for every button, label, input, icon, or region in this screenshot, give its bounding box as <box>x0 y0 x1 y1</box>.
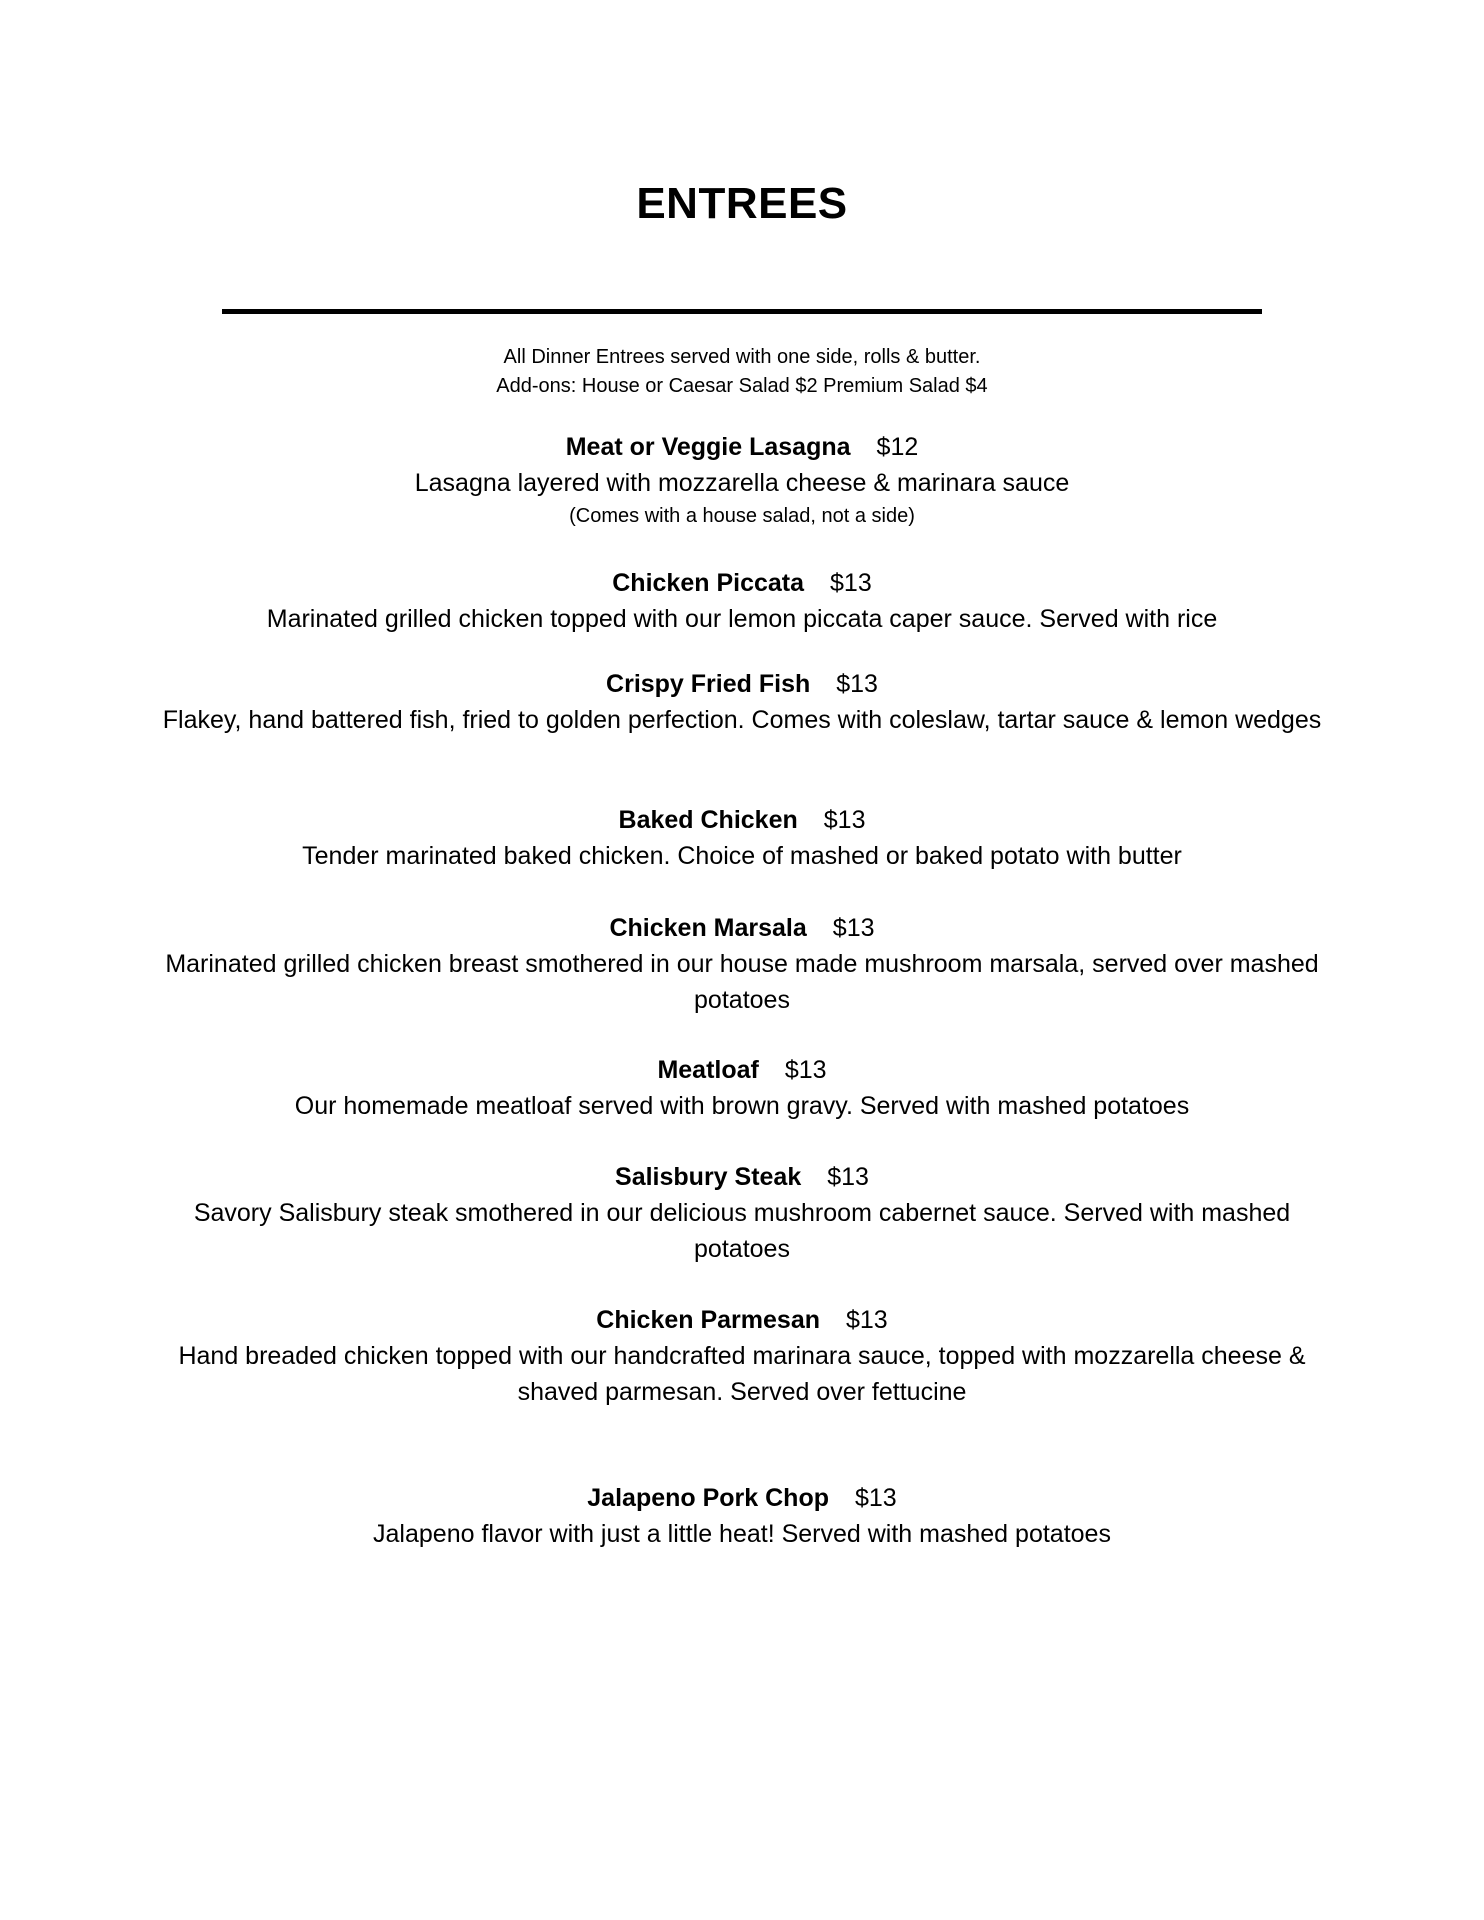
menu-item-description: Lasagna layered with mozzarella cheese & marinara sauce <box>414 469 1070 497</box>
menu-item-description: Hand breaded chicken topped with our handcrafted marinara sauce, topped with mozzarella cheese & shaved parmesan. Served over fettucine <box>178 1342 1306 1406</box>
menu-item-price: $12 <box>876 433 919 461</box>
menu-item-header <box>150 1480 1334 1516</box>
menu-item-name: Meatloaf <box>657 1056 759 1084</box>
menu-item-chicken-marsala <box>150 910 1334 1018</box>
menu-item-jalapeno-pork-chop <box>150 1480 1334 1552</box>
menu-item-price: $13 <box>827 1163 869 1191</box>
menu-item-header <box>150 565 1334 601</box>
menu-item-header <box>150 429 1334 465</box>
menu-item-price: $13 <box>823 806 866 834</box>
menu-item-header <box>150 666 1334 702</box>
menu-item-name: Chicken Marsala <box>609 914 807 942</box>
menu-item-header <box>150 910 1334 946</box>
menu-item-description: Jalapeno flavor with just a little heat! Served with mashed potatoes <box>373 1520 1111 1548</box>
menu-item-header <box>150 1052 1334 1088</box>
menu-item-crispy-fried-fish <box>150 666 1334 738</box>
menu-item-note: (Comes with a house salad, not a side) <box>569 505 915 527</box>
menu-item-price: $13 <box>832 914 875 942</box>
menu-item-name: Baked Chicken <box>618 806 798 834</box>
menu-item-chicken-piccata <box>150 565 1334 637</box>
addons-note: Add-ons: House or Caesar Salad $2 Premium Salad $4 <box>496 375 988 397</box>
menu-item-header <box>150 802 1334 838</box>
menu-item-name: Meat or Veggie Lasagna <box>565 433 851 461</box>
menu-item-description: Savory Salisbury steak smothered in our delicious mushroom cabernet sauce. Served with mashed potatoes <box>193 1199 1291 1263</box>
menu-item-salisbury-steak <box>150 1159 1334 1267</box>
page-title: ENTREES <box>636 179 848 228</box>
menu-item-description: Our homemade meatloaf served with brown gravy. Served with mashed potatoes <box>294 1092 1190 1120</box>
menu-item-description: Flakey, hand battered fish, fried to golden perfection. Comes with coleslaw, tartar sauce & lemon wedges <box>162 706 1322 734</box>
menu-item-price: $13 <box>846 1306 888 1334</box>
title-divider <box>222 309 1262 314</box>
menu-item-chicken-parmesan <box>150 1302 1334 1410</box>
menu-item-name: Chicken Piccata <box>612 569 805 597</box>
menu-item-header <box>150 1159 1334 1195</box>
menu-item-name: Crispy Fried Fish <box>606 670 811 698</box>
menu-item-description: Tender marinated baked chicken. Choice of mashed or baked potato with butter <box>302 842 1182 870</box>
menu-item-description: Marinated grilled chicken topped with our lemon piccata caper sauce. Served with rice <box>266 605 1218 633</box>
menu-item-price: $13 <box>784 1056 827 1084</box>
menu-item-description: Marinated grilled chicken breast smothered in our house made mushroom marsala, served over mashed potatoes <box>165 950 1319 1014</box>
menu-item-header <box>150 1302 1334 1338</box>
menu-item-price: $13 <box>836 670 878 698</box>
menu-item-price: $13 <box>830 569 872 597</box>
menu-item-baked-chicken <box>150 802 1334 874</box>
menu-item-meatloaf <box>150 1052 1334 1124</box>
sides-note: All Dinner Entrees served with one side, rolls & butter. <box>503 346 981 368</box>
menu-item-name: Salisbury Steak <box>615 1163 802 1191</box>
menu-item-lasagna <box>150 429 1334 531</box>
menu-item-price: $13 <box>855 1484 897 1512</box>
menu-item-name: Jalapeno Pork Chop <box>587 1484 829 1512</box>
menu-item-name: Chicken Parmesan <box>596 1306 820 1334</box>
